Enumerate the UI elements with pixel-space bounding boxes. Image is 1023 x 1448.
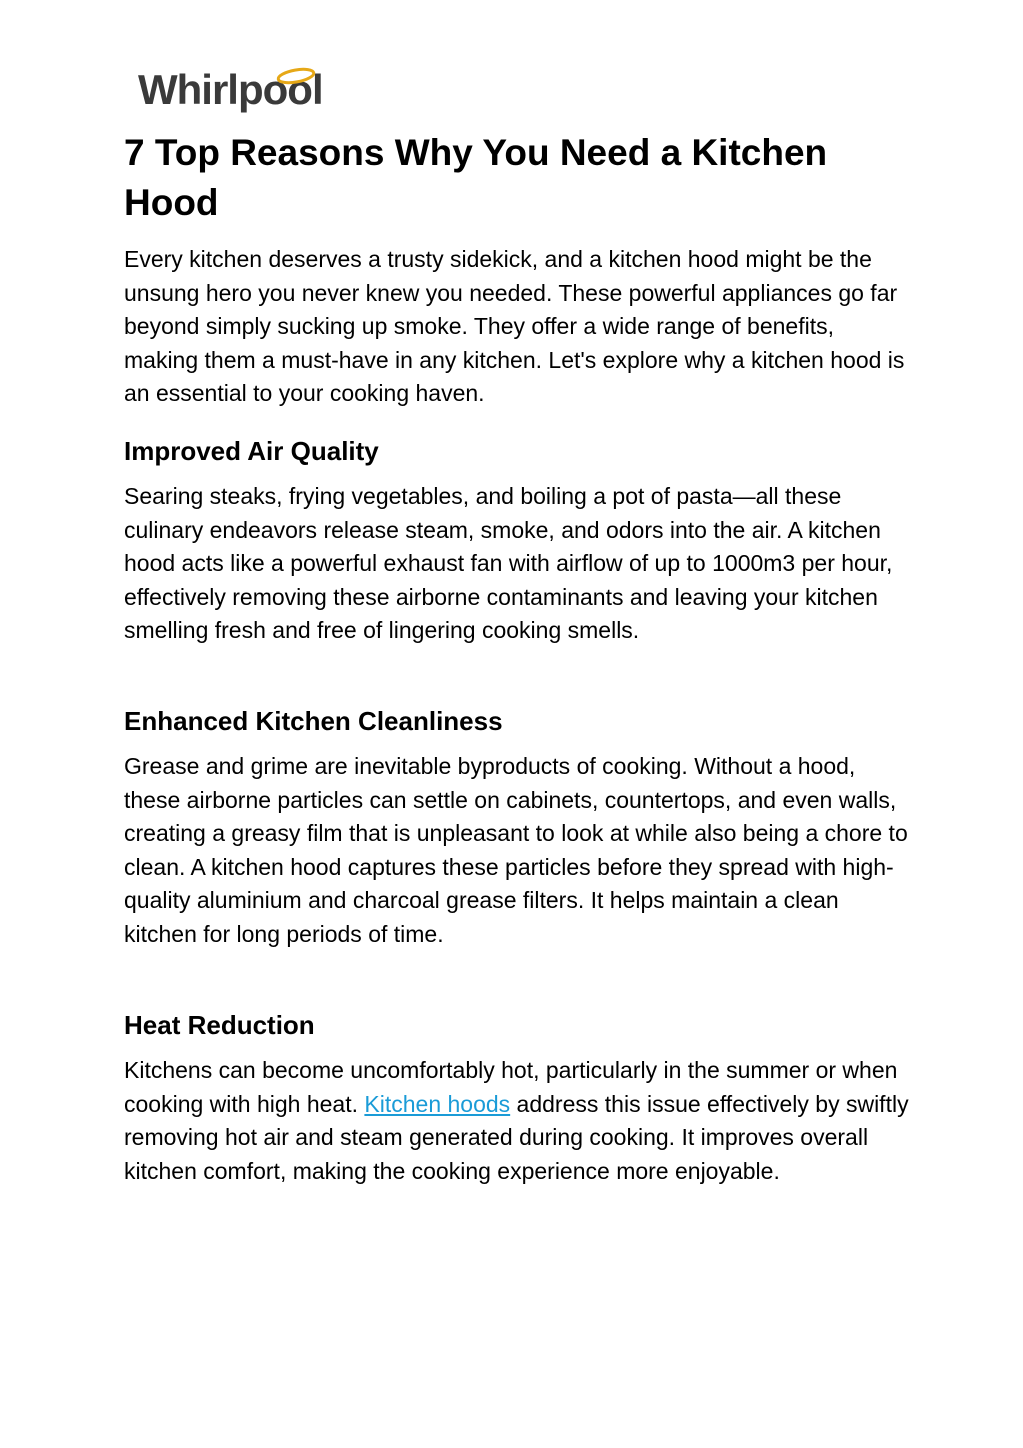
section-heading-heat-reduction: Heat Reduction <box>124 1010 315 1040</box>
whirlpool-logo <box>138 66 380 118</box>
heat-body-part-2: address this issue effectively by swiftly removing hot air and steam generated during cooking. It improves overall kitchen comfort, making the cooking experience more enjoyable. <box>124 1090 909 1184</box>
whirlpool-logo-graphic <box>138 66 380 118</box>
section-body-air-quality: Searing steaks, frying vegetables, and boiling a pot of pasta—all these culinary endeavors release steam, smoke, and odors into the air. A kitchen hood acts like a powerful exhaust fan with airflow of up to 1000m3 per hour, effectively removing these airborne contaminants and leaving your kitchen smelling fresh and free of lingering cooking smells. <box>124 483 893 644</box>
heat-body-part-1: Kitchens can become uncomfortably hot, particularly in the summer or when cooking with high heat. <box>124 1057 898 1117</box>
section-heading-air-quality: Improved Air Quality <box>124 436 379 466</box>
kitchen-hoods-link[interactable]: Kitchen hoods <box>364 1090 511 1117</box>
section-body-heat-reduction <box>124 1054 914 1188</box>
intro-paragraph: Every kitchen deserves a trusty sidekick, and a kitchen hood might be the unsung hero you never knew you needed. These powerful appliances go far beyond simply sucking up smoke. They offer a wide range of benefits, making them a must-have in any kitchen. Let's explore why a kitchen hood is an essential to your cooking haven. <box>124 246 905 407</box>
article-title: 7 Top Reasons Why You Need a Kitchen Hood <box>124 132 828 223</box>
section-heading-cleanliness: Enhanced Kitchen Cleanliness <box>124 706 503 736</box>
section-body-cleanliness: Grease and grime are inevitable byproducts of cooking. Without a hood, these airborne particles can settle on cabinets, countertops, and even walls, creating a greasy film that is unpleasant to look at while also being a chore to clean. A kitchen hood captures these particles before they spread with high-quality aluminium and charcoal grease filters. It helps maintain a clean kitchen for long periods of time. <box>124 753 908 947</box>
logo-text: Whirlpool <box>138 66 323 113</box>
